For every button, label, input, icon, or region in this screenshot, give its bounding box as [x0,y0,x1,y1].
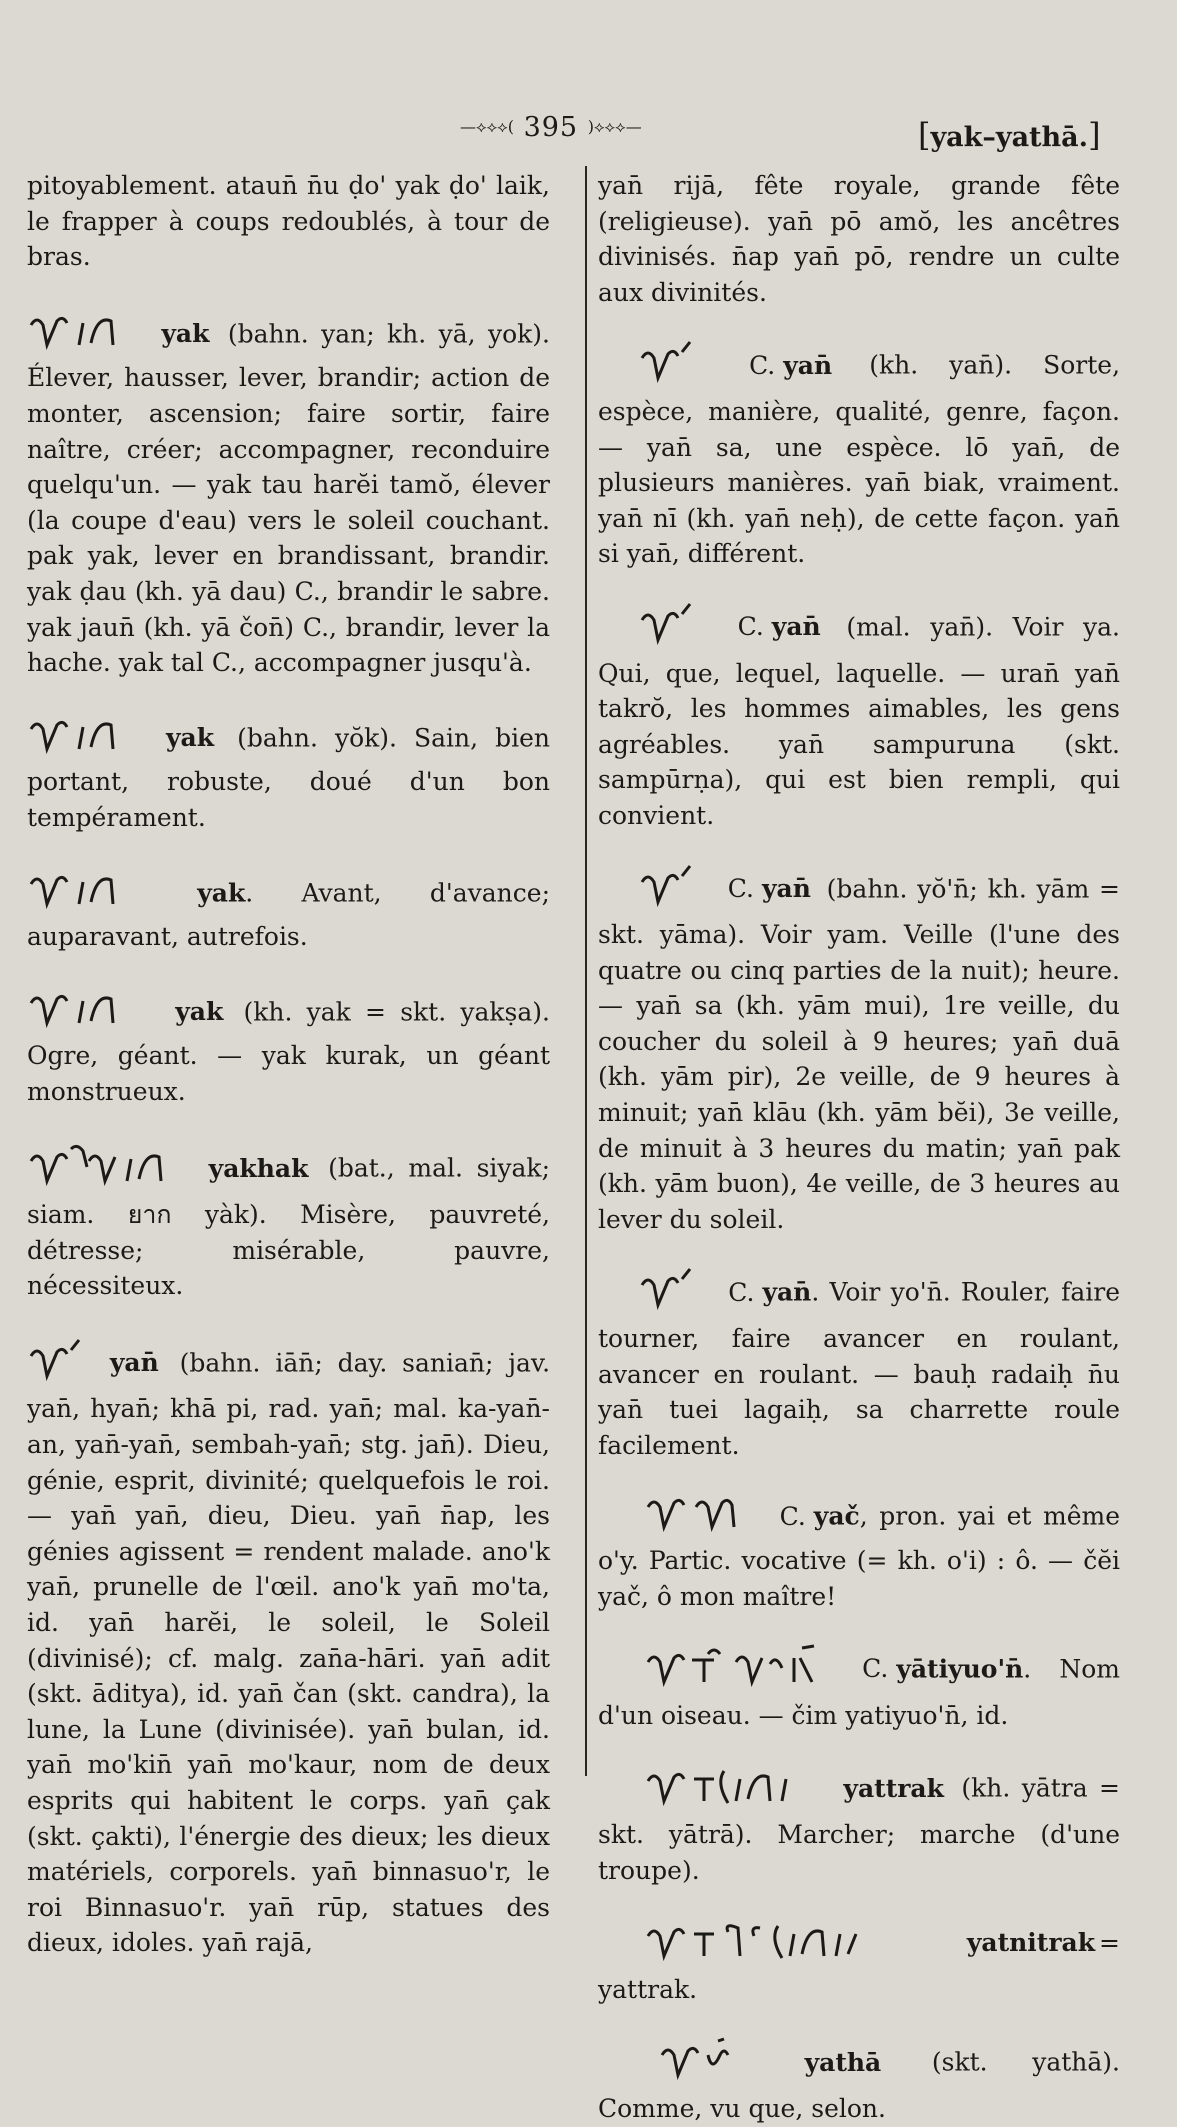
dictionary-entry [27,870,550,955]
definition: . Avant, d'avance; auparavant, autrefois. [27,877,550,952]
cham-script-glyph-icon [27,870,137,920]
cham-script-glyph-icon [644,1644,824,1698]
definition: (bahn. yŏk). Sain, bien portant, robuste, doué d'un bon tempérament. [27,723,550,832]
definition: (bat., mal. siyak; siam. ยาก yàk). Misère, pauvreté, détresse; misérable, pauvre, nécessiteux. [27,1153,550,1301]
headword: yak [175,996,224,1026]
definition: (mal. yan̄). Voir ya. Qui, que, lequel, laquelle. — uran̄ yan̄ takrŏ, les hommes aimables, les gens agréables. yan̄ sampuruna (skt. sampūrṇa), qui est bien rempli, qui convient. [598,612,1120,830]
cham-script-glyph-icon [638,864,694,918]
dictionary-entry [27,1338,550,1961]
cham-script-glyph-icon [658,2037,738,2091]
definition: = yattrak. [598,1928,1120,2004]
continuation-text: pitoyablement. ataun̄ n̄u ḍo' yak ḍo' laik, le frapper à coups redoublés, à tour de bras. [27,171,550,272]
right-ornament-icon: )⟡⟡⟡— [587,117,642,136]
definition: , pron. yai et même o'y. Partic. vocative (= kh. o'i) : ô. — čĕi yač, ô mon maître! [598,1501,1121,1611]
headword: yattrak [843,1773,944,1803]
page-header [0,112,1177,152]
right-column [598,168,1120,2127]
definition: . Voir yo'n̄. Rouler, faire tourner, faire avancer en roulant, avancer en roulant. — bauḥ radaiḥ n̄u yan̄ tuei lagaiḥ, sa charrette roule facilement. [598,1277,1120,1460]
headword: yač [813,1501,860,1531]
dictionary-entry: C. yan̄. Voir yo'n̄. Rouler, faire tourner, faire avancer en roulant, avancer en roulant. — bauḥ radaiḥ n̄u yan̄ tuei lagaiḥ, sa charrette roule facilement. [598,1267,1120,1463]
headword: yan̄ [109,1348,159,1378]
dictionary-entry [27,311,550,681]
dictionary-entry [598,1918,1120,2007]
cham-script-glyph-icon [27,1338,83,1392]
cham-script-glyph-icon [638,1267,694,1321]
dictionary-entry [27,715,550,836]
page-number: —⟡⟡⟡( 395 )⟡⟡⟡— [460,112,642,143]
cham-script-glyph-icon [644,1763,814,1817]
definition: (bahn. iān̄; day. sanian̄; jav. yan̄, hyan̄; khā pi, rad. yan̄; mal. ka-yan̄-an, yan̄-yan̄, sembah-yan̄; stg. jan̄). Dieu, génie, esprit, divinité; quelquefois le roi. — yan̄ yan̄, dieu, Dieu. yan̄ n̄ap, les génies agissent = rendent malade. ano'k yan̄, prunelle de l'œil. ano'k yan̄ mo'ta, id. yan̄ harĕi, le soleil, le Soleil (divinisé); cf. malg. zan̄a-hāri. yan̄ adit (skt. āditya), id. yan̄ čan (skt. candra), la lune, la Lune (divinisée). yan̄ bulan, id. yan̄ mo'kin̄ yan̄ mo'kaur, nom de deux esprits qui habitent le corps. yan̄ çak (skt. çakti), l'énergie des dieux; les dieux matériels, corporels. yan̄ binnasuo'r, le roi Binnasuo'r. yan̄ rūp, statues des dieux, idoles. yan̄ rajā, [27,1348,551,1958]
left-ornament-icon: —⟡⟡⟡( [460,117,514,136]
definition: (kh. yak = skt. yakṣa). Ogre, géant. — yak kurak, un géant monstrueux. [27,996,550,1106]
dictionary-entry: C. yan̄ (kh. yan̄). Sorte, espèce, manière, qualité, genre, façon. — yan̄ sa, une espèce. lō yan̄, de plusieurs manières. yan̄ biak, vraiment. yan̄ nī (kh. yan̄ neḥ), de cette façon. yan̄ si yan̄, différent. [598,340,1120,572]
dictionary-entry [27,989,550,1110]
dictionary-entry [27,1143,550,1303]
definition: (kh. yātra = skt. yātrā). Marcher; marche (d'une troupe). [598,1773,1121,1885]
definition: (kh. yan̄). Sorte, espèce, manière, qualité, genre, façon. — yan̄ sa, une espèce. lō yan̄, de plusieurs manières. yan̄ biak, vraiment. yan̄ nī (kh. yan̄ neḥ), de cette façon. yan̄ si yan̄, différent. [598,350,1121,569]
dictionary-entry [598,2037,1120,2126]
dictionary-entry: C. yātiyuo'n̄. Nom d'un oiseau. — čim yatiyuo'n̄, id. [598,1644,1120,1733]
cham-script-glyph-icon [638,602,694,656]
dictionary-entry: C. yač, pron. yai et même o'y. Partic. vocative (= kh. o'i) : ô. — čĕi yač, ô mon maître! [598,1493,1120,1614]
continuation-text: yan̄ rijā, fête royale, grande fête (religieuse). yan̄ pō amŏ, les ancêtres divinisés. n̄ap yan̄ pō, rendre un culte aux divinités. [598,171,1120,307]
cham-script-glyph-icon [644,1493,754,1543]
definition: (bahn. yŏ'n̄; kh. yām = skt. yāma). Voir yam. Veille (l'une des quatre ou cinq parties de la nuit); heure. — yan̄ sa (kh. yām mui), 1re veille, du coucher du soleil à 9 heures; yan̄ duā (kh. yām pir), 2e veille, de 9 heures à minuit; yan̄ klāu (kh. yām bĕi), 3e veille, de minuit à 3 heures du matin; yan̄ pak (kh. yām buon), 4e veille, de 3 heures au lever du soleil. [598,873,1120,1234]
dictionary-entry: C. yan̄ (mal. yan̄). Voir ya. Qui, que, lequel, laquelle. — uran̄ yan̄ takrŏ, les hommes aimables, les gens agréables. yan̄ sampuruna (skt. sampūrṇa), qui est bien rempli, qui convient. [598,602,1120,834]
headword: yan̄ [771,612,821,642]
column-divider [585,166,587,1776]
definition: . Nom d'un oiseau. — čim yatiyuo'n̄, id. [598,1654,1120,1730]
cham-script-glyph-icon [27,311,137,361]
running-head: [yak–yathā.] [918,116,1101,154]
headword: yātiyuo'n̄ [896,1654,1024,1684]
cham-script-glyph-icon [644,1918,874,1972]
dictionary-entry [598,1763,1120,1888]
headword: yak [197,877,246,907]
headword: yan̄ [762,1277,812,1307]
cham-script-glyph-icon [27,1143,187,1197]
definition: (bahn. yan; kh. yā, yok). Élever, hausser, lever, brandir; action de monter, ascension; faire sortir, faire naître, créer; accompagner, reconduire quelqu'un. — yak tau harĕi tamŏ, élever (la coupe d'eau) vers le soleil couchant. pak yak, lever en brandissant, brandir. yak ḍau (kh. yā dau) C., brandir le sabre. yak jaun̄ (kh. yā čon̄) C., brandir, lever la hache. yak tal C., accompagner jusqu'à. [27,319,550,678]
headword: yan̄ [761,873,811,903]
headword: yathā [804,2047,882,2077]
cham-script-glyph-icon [27,715,137,765]
dictionary-entry: C. yan̄ (bahn. yŏ'n̄; kh. yām = skt. yāma). Voir yam. Veille (l'une des quatre ou cinq parties de la nuit); heure. — yan̄ sa (kh. yām mui), 1re veille, du coucher du soleil à 9 heures; yan̄ duā (kh. yām pir), 2e veille, de 9 heures à minuit; yan̄ klāu (kh. yām bĕi), 3e veille, de minuit à 3 heures du matin; yan̄ pak (kh. yām buon), 4e veille, de 3 heures au lever du soleil. [598,864,1120,1238]
headword: yakhak [208,1153,309,1183]
headword: yatnitrak [966,1928,1096,1958]
left-column [27,168,550,1995]
cham-script-glyph-icon [638,340,694,394]
headword: yan̄ [783,350,833,380]
definition: (skt. yathā). Comme, vu que, selon. [598,2047,1120,2123]
headword: yak [166,723,215,753]
headword: yak [161,319,210,349]
cham-script-glyph-icon [27,989,137,1039]
